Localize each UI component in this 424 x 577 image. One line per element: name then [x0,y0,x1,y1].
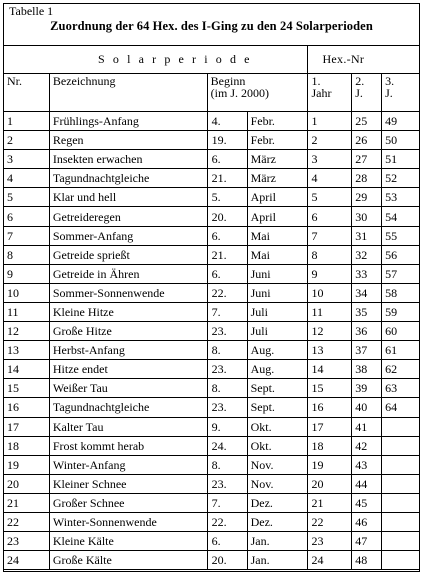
hex-year3-cell: 53 [382,188,420,207]
month-cell: Sept. [247,398,308,417]
hex-year1-cell: 8 [308,245,352,264]
hex-year3-cell: 49 [382,112,420,131]
table-row [4,360,420,379]
month-cell: Juli [247,302,308,321]
month-cell: Jan. [247,532,308,551]
table-row [4,207,420,226]
table-row [4,436,420,455]
hex-year2-cell: 44 [352,474,382,493]
name-cell: Weißer Tau [49,379,207,398]
month-cell: Mai [247,226,308,245]
hex-year2-cell: 36 [352,322,382,341]
hex-year3-cell: 54 [382,207,420,226]
nr-cell: 23 [4,532,50,551]
j3-num: 3. [385,74,395,88]
nr-cell: 12 [4,322,50,341]
hex-year1-cell: 22 [308,512,352,531]
name-cell: Winter-Anfang [49,455,207,474]
hex-year2-cell: 25 [352,112,382,131]
table-row [4,379,420,398]
j2-label: J. [355,86,363,100]
month-cell: März [247,169,308,188]
day-cell: 21. [207,169,247,188]
hex-year1-cell: 11 [308,302,352,321]
hex-year2-cell: 41 [352,417,382,436]
hex-year1-cell: 7 [308,226,352,245]
nr-cell: 2 [4,131,50,150]
table-row [4,455,420,474]
name-cell: Getreideregen [49,207,207,226]
nr-cell: 6 [4,207,50,226]
hex-year2-cell: 48 [352,551,382,570]
table-row [4,474,420,493]
day-cell: 23. [207,360,247,379]
table-row [4,188,420,207]
table-row [4,131,420,150]
solarperiode-header: S o l a r p e r i o d e [4,46,308,74]
nr-header: Nr. [4,74,50,112]
hexnr-header: Hex.-Nr [308,46,420,74]
group-header-row [4,46,420,74]
nr-cell: 13 [4,341,50,360]
hex-year2-cell: 37 [352,341,382,360]
name-cell: Klar und hell [49,188,207,207]
month-cell: Okt. [247,436,308,455]
month-cell: Sept. [247,379,308,398]
table-row [4,417,420,436]
hex-year3-cell: 61 [382,341,420,360]
hex-year2-cell: 42 [352,436,382,455]
hex-year3-cell: 52 [382,169,420,188]
name-cell: Insekten erwachen [49,150,207,169]
hex-year3-cell [382,436,420,455]
table-row [4,302,420,321]
nr-cell: 8 [4,245,50,264]
nr-cell: 10 [4,283,50,302]
table-row [4,264,420,283]
nr-cell: 14 [4,360,50,379]
name-cell: Frühlings-Anfang [49,112,207,131]
beginn-label: Beginn [210,74,246,88]
month-cell: Nov. [247,474,308,493]
name-cell: Tagundnachtgleiche [49,169,207,188]
jahr1-num: 1. [311,74,321,88]
name-cell: Sommer-Anfang [49,226,207,245]
day-cell: 6. [207,150,247,169]
nr-cell: 24 [4,551,50,570]
hex-year3-cell [382,512,420,531]
day-cell: 23. [207,398,247,417]
table-row [4,322,420,341]
table-row [4,283,420,302]
table-row [4,512,420,531]
nr-cell: 21 [4,493,50,512]
hex-year2-cell: 26 [352,131,382,150]
hex-year2-cell: 38 [352,360,382,379]
month-cell: Aug. [247,341,308,360]
name-cell: Herbst-Anfang [49,341,207,360]
day-cell: 24. [207,436,247,455]
month-cell: Aug. [247,360,308,379]
nr-cell: 7 [4,226,50,245]
hex-year3-cell: 62 [382,360,420,379]
hex-year2-cell: 33 [352,264,382,283]
hex-year3-cell: 64 [382,398,420,417]
month-cell: Dez. [247,493,308,512]
hex-year2-cell: 30 [352,207,382,226]
name-cell: Getreide in Ähren [49,264,207,283]
hex-year2-cell: 43 [352,455,382,474]
jahr1-header [308,74,352,112]
day-cell: 5. [207,188,247,207]
hex-year3-cell [382,532,420,551]
table-row [4,532,420,551]
hex-year1-cell: 12 [308,322,352,341]
hex-year1-cell: 4 [308,169,352,188]
name-cell: Tagundnachtgleiche [49,398,207,417]
nr-cell: 9 [4,264,50,283]
hex-year1-cell: 17 [308,417,352,436]
hex-year1-cell: 23 [308,532,352,551]
hex-year1-cell: 5 [308,188,352,207]
hex-year2-cell: 29 [352,188,382,207]
hex-year3-cell [382,551,420,570]
table-row [4,226,420,245]
hex-year2-cell: 31 [352,226,382,245]
hex-year1-cell: 2 [308,131,352,150]
day-cell: 8. [207,455,247,474]
day-cell: 6. [207,532,247,551]
nr-cell: 1 [4,112,50,131]
month-cell: Juni [247,264,308,283]
nr-cell: 4 [4,169,50,188]
month-cell: März [247,150,308,169]
hex-year2-cell: 40 [352,398,382,417]
hex-year3-cell [382,493,420,512]
table-row [4,493,420,512]
hex-year3-cell: 58 [382,283,420,302]
table-row [4,245,420,264]
hex-year2-cell: 45 [352,493,382,512]
day-cell: 6. [207,226,247,245]
month-cell: Febr. [247,131,308,150]
hex-year1-cell: 18 [308,436,352,455]
day-cell: 22. [207,512,247,531]
hex-year3-cell: 51 [382,150,420,169]
day-cell: 4. [207,112,247,131]
table-row [4,169,420,188]
table-body [4,112,420,570]
solar-period-table [3,45,420,570]
month-cell: Febr. [247,112,308,131]
nr-cell: 17 [4,417,50,436]
hex-year2-cell: 32 [352,245,382,264]
hex-year3-cell [382,474,420,493]
hex-year2-cell: 39 [352,379,382,398]
table-row [4,551,420,570]
hex-year3-cell: 56 [382,245,420,264]
month-cell: Nov. [247,455,308,474]
day-cell: 20. [207,207,247,226]
name-cell: Frost kommt herab [49,436,207,455]
day-cell: 8. [207,341,247,360]
month-cell: April [247,188,308,207]
table-row [4,112,420,131]
hex-year3-cell: 63 [382,379,420,398]
name-cell: Kleine Hitze [49,302,207,321]
hex-year2-cell: 47 [352,532,382,551]
hex-year2-cell: 46 [352,512,382,531]
name-cell: Winter-Sonnenwende [49,512,207,531]
hex-year3-cell: 59 [382,302,420,321]
month-cell: Jan. [247,551,308,570]
nr-cell: 16 [4,398,50,417]
hex-year1-cell: 16 [308,398,352,417]
hex-year1-cell: 19 [308,455,352,474]
j2-header [352,74,382,112]
j3-header [382,74,420,112]
hex-year3-cell [382,455,420,474]
name-cell: Große Hitze [49,322,207,341]
hex-year2-cell: 28 [352,169,382,188]
nr-cell: 15 [4,379,50,398]
hex-year1-cell: 20 [308,474,352,493]
day-cell: 9. [207,417,247,436]
beginn-header [207,74,308,112]
j2-num: 2. [355,74,365,88]
hex-year2-cell: 34 [352,283,382,302]
hex-year1-cell: 10 [308,283,352,302]
name-cell: Großer Schnee [49,493,207,512]
nr-cell: 11 [4,302,50,321]
hex-year2-cell: 27 [352,150,382,169]
day-cell: 22. [207,283,247,302]
table-frame [3,3,420,572]
month-cell: Juli [247,322,308,341]
column-header-row [4,74,420,112]
name-cell: Kleiner Schnee [49,474,207,493]
hex-year1-cell: 21 [308,493,352,512]
name-cell: Große Kälte [49,551,207,570]
month-cell: Mai [247,245,308,264]
day-cell: 7. [207,302,247,321]
j3-label: J. [385,86,393,100]
hex-year3-cell: 55 [382,226,420,245]
name-cell: Regen [49,131,207,150]
nr-cell: 3 [4,150,50,169]
name-cell: Kleine Kälte [49,532,207,551]
nr-cell: 19 [4,455,50,474]
hex-year1-cell: 13 [308,341,352,360]
table-title: Zuordnung der 64 Hex. des I-Ging zu den 24 Solarperioden [50,19,373,33]
day-cell: 23. [207,322,247,341]
month-cell: April [247,207,308,226]
hex-year3-cell: 57 [382,264,420,283]
name-cell: Sommer-Sonnenwende [49,283,207,302]
hex-year3-cell: 60 [382,322,420,341]
day-cell: 21. [207,245,247,264]
day-cell: 8. [207,379,247,398]
hex-year1-cell: 15 [308,379,352,398]
hex-year3-cell: 50 [382,131,420,150]
table-row [4,150,420,169]
nr-cell: 22 [4,512,50,531]
table-caption: Tabelle 1 [9,4,54,18]
day-cell: 23. [207,474,247,493]
hex-year1-cell: 24 [308,551,352,570]
hex-year2-cell: 35 [352,302,382,321]
beginn-sub-label: (im J. 2000) [210,86,269,100]
month-cell: Okt. [247,417,308,436]
hex-year3-cell [382,417,420,436]
hex-year1-cell: 1 [308,112,352,131]
nr-cell: 18 [4,436,50,455]
hex-year1-cell: 6 [308,207,352,226]
hex-year1-cell: 3 [308,150,352,169]
month-cell: Juni [247,283,308,302]
nr-cell: 20 [4,474,50,493]
hex-year1-cell: 9 [308,264,352,283]
month-cell: Dez. [247,512,308,531]
table-row [4,398,420,417]
nr-cell: 5 [4,188,50,207]
day-cell: 7. [207,493,247,512]
name-cell: Hitze endet [49,360,207,379]
table-row [4,341,420,360]
day-cell: 19. [207,131,247,150]
hex-year1-cell: 14 [308,360,352,379]
jahr1-label: Jahr [311,86,332,100]
name-cell: Getreide sprießt [49,245,207,264]
name-cell: Kalter Tau [49,417,207,436]
day-cell: 20. [207,551,247,570]
bezeichnung-header: Bezeichnung [49,74,207,112]
day-cell: 6. [207,264,247,283]
